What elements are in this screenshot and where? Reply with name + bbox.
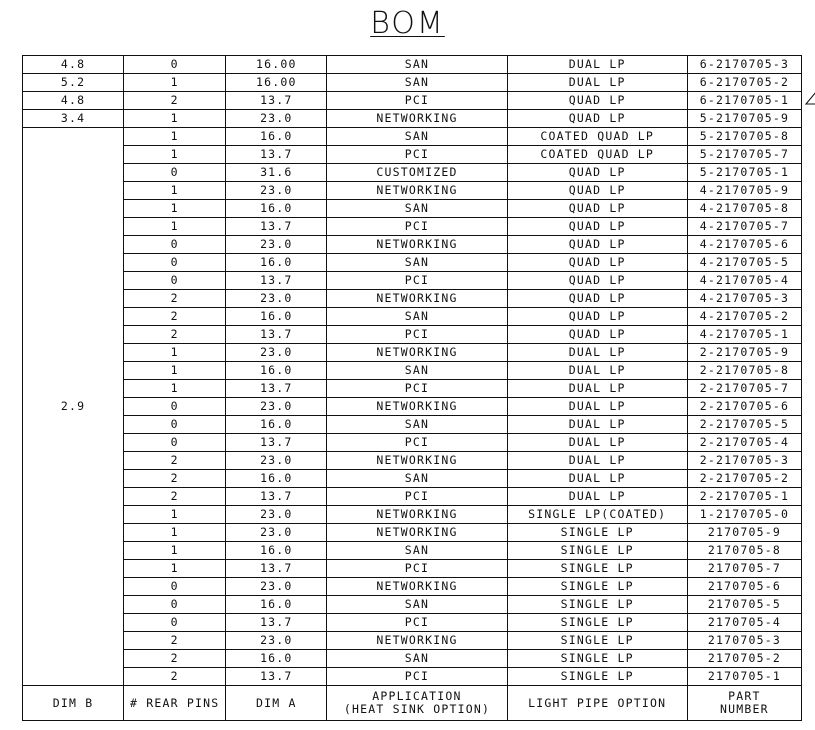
table-row <box>23 362 802 380</box>
table-row <box>23 218 802 236</box>
part-number-cell: 1-2170705-0 <box>687 506 801 524</box>
light-pipe-cell: QUAD LP <box>507 218 687 236</box>
part-number-cell: 2-2170705-8 <box>687 362 801 380</box>
light-pipe-cell: QUAD LP <box>507 182 687 200</box>
table-row <box>23 74 802 92</box>
light-pipe-cell: SINGLE LP <box>507 542 687 560</box>
part-number-cell: 4-2170705-7 <box>687 218 801 236</box>
light-pipe-cell: QUAD LP <box>507 254 687 272</box>
light-pipe-cell: SINGLE LP <box>507 560 687 578</box>
rear-pins-cell: 1 <box>124 506 226 524</box>
part-number-cell: 4-2170705-8 <box>687 200 801 218</box>
part-number-cell: 2-2170705-3 <box>687 452 801 470</box>
light-pipe-cell: DUAL LP <box>507 380 687 398</box>
light-pipe-cell: QUAD LP <box>507 200 687 218</box>
table-row <box>23 434 802 452</box>
table-row <box>23 398 802 416</box>
part-number-cell: 2-2170705-2 <box>687 470 801 488</box>
rear-pins-cell: 1 <box>124 218 226 236</box>
table-row <box>23 596 802 614</box>
rear-pins-cell: 2 <box>124 488 226 506</box>
application-cell: PCI <box>327 614 507 632</box>
table-row <box>23 614 802 632</box>
application-cell: NETWORKING <box>327 452 507 470</box>
table-row <box>23 92 802 110</box>
light-pipe-cell: SINGLE LP <box>507 596 687 614</box>
table-row <box>23 182 802 200</box>
part-number-cell: 4-2170705-6 <box>687 236 801 254</box>
part-number-cell: 6-2170705-2 <box>687 74 801 92</box>
part-number-cell: 6-2170705-1 <box>687 92 801 110</box>
table-row <box>23 326 802 344</box>
application-cell: SAN <box>327 254 507 272</box>
table-row <box>23 524 802 542</box>
rear-pins-cell: 2 <box>124 326 226 344</box>
dim-a-cell: 23.0 <box>226 236 327 254</box>
part-number-cell: 2-2170705-1 <box>687 488 801 506</box>
dim-a-cell: 16.0 <box>226 542 327 560</box>
application-cell: SAN <box>327 650 507 668</box>
part-number-cell: 2170705-3 <box>687 632 801 650</box>
rear-pins-cell: 2 <box>124 92 226 110</box>
part-number-cell: 5-2170705-9 <box>687 110 801 128</box>
dim-a-cell: 13.7 <box>226 560 327 578</box>
application-cell: PCI <box>327 560 507 578</box>
dim-a-cell: 23.0 <box>226 110 327 128</box>
application-cell: PCI <box>327 146 507 164</box>
dim-a-cell: 13.7 <box>226 668 327 686</box>
table-row <box>23 578 802 596</box>
light-pipe-cell: QUAD LP <box>507 308 687 326</box>
light-pipe-cell: COATED QUAD LP <box>507 146 687 164</box>
rear-pins-cell: 0 <box>124 614 226 632</box>
part-number-cell: 2170705-4 <box>687 614 801 632</box>
dim-b-group-cell: 2.9 <box>23 128 124 686</box>
rear-pins-cell: 2 <box>124 632 226 650</box>
header-row <box>23 686 802 721</box>
dim-a-cell: 23.0 <box>226 632 327 650</box>
application-cell: SAN <box>327 56 507 74</box>
light-pipe-cell: QUAD LP <box>507 110 687 128</box>
application-cell: PCI <box>327 272 507 290</box>
light-pipe-cell: DUAL LP <box>507 362 687 380</box>
dim-a-cell: 23.0 <box>226 506 327 524</box>
application-cell: SAN <box>327 470 507 488</box>
table-row <box>23 632 802 650</box>
header-part-number-line2: NUMBER <box>720 702 769 716</box>
table-row <box>23 470 802 488</box>
light-pipe-cell: DUAL LP <box>507 416 687 434</box>
light-pipe-cell: SINGLE LP <box>507 668 687 686</box>
part-number-cell: 2170705-8 <box>687 542 801 560</box>
dim-a-cell: 13.7 <box>226 614 327 632</box>
application-cell: PCI <box>327 434 507 452</box>
bom-title <box>0 6 815 41</box>
light-pipe-cell: QUAD LP <box>507 92 687 110</box>
header-application-line2: (HEAT SINK OPTION) <box>343 702 491 716</box>
rear-pins-cell: 1 <box>124 362 226 380</box>
table-row <box>23 128 802 146</box>
application-cell: NETWORKING <box>327 578 507 596</box>
dim-a-cell: 16.0 <box>226 470 327 488</box>
rear-pins-cell: 2 <box>124 650 226 668</box>
table-row <box>23 236 802 254</box>
table-row <box>23 650 802 668</box>
dim-b-cell: 4.8 <box>23 56 124 74</box>
dim-a-cell: 16.00 <box>226 74 327 92</box>
rear-pins-cell: 0 <box>124 398 226 416</box>
rear-pins-cell: 0 <box>124 434 226 452</box>
part-number-cell: 2170705-6 <box>687 578 801 596</box>
dim-b-cell: 3.4 <box>23 110 124 128</box>
part-number-cell: 4-2170705-1 <box>687 326 801 344</box>
part-number-cell: 4-2170705-4 <box>687 272 801 290</box>
table-row <box>23 668 802 686</box>
dim-a-cell: 13.7 <box>226 434 327 452</box>
dim-a-cell: 13.7 <box>226 326 327 344</box>
dim-a-cell: 13.7 <box>226 218 327 236</box>
application-cell: NETWORKING <box>327 524 507 542</box>
application-cell: SAN <box>327 416 507 434</box>
light-pipe-cell: QUAD LP <box>507 272 687 290</box>
rear-pins-cell: 1 <box>124 524 226 542</box>
dim-a-cell: 13.7 <box>226 146 327 164</box>
header-part-number-line1: PART <box>728 689 761 703</box>
rear-pins-cell: 1 <box>124 74 226 92</box>
application-cell: SAN <box>327 74 507 92</box>
light-pipe-cell: SINGLE LP <box>507 650 687 668</box>
rear-pins-cell: 0 <box>124 254 226 272</box>
rear-pins-cell: 0 <box>124 236 226 254</box>
rear-pins-cell: 1 <box>124 380 226 398</box>
part-number-cell: 5-2170705-7 <box>687 146 801 164</box>
table-row <box>23 452 802 470</box>
rear-pins-cell: 2 <box>124 308 226 326</box>
application-cell: SAN <box>327 308 507 326</box>
table-row <box>23 506 802 524</box>
table-row <box>23 380 802 398</box>
part-number-cell: 2170705-7 <box>687 560 801 578</box>
application-cell: SAN <box>327 128 507 146</box>
part-number-cell: 4-2170705-9 <box>687 182 801 200</box>
part-number-cell: 2-2170705-6 <box>687 398 801 416</box>
header-application-line1: APPLICATION <box>372 689 462 703</box>
application-cell: SAN <box>327 596 507 614</box>
dim-a-cell: 16.0 <box>226 308 327 326</box>
part-number-cell: 2-2170705-4 <box>687 434 801 452</box>
light-pipe-cell: DUAL LP <box>507 452 687 470</box>
light-pipe-cell: DUAL LP <box>507 74 687 92</box>
application-cell: PCI <box>327 92 507 110</box>
application-cell: NETWORKING <box>327 398 507 416</box>
application-cell: NETWORKING <box>327 182 507 200</box>
rear-pins-cell: 0 <box>124 164 226 182</box>
light-pipe-cell: SINGLE LP <box>507 632 687 650</box>
light-pipe-cell: DUAL LP <box>507 488 687 506</box>
rear-pins-cell: 2 <box>124 470 226 488</box>
dim-a-cell: 13.7 <box>226 488 327 506</box>
application-cell: NETWORKING <box>327 506 507 524</box>
application-cell: PCI <box>327 326 507 344</box>
rear-pins-cell: 1 <box>124 344 226 362</box>
part-number-cell: 2170705-9 <box>687 524 801 542</box>
bom-table-body <box>23 56 802 686</box>
dim-a-cell: 31.6 <box>226 164 327 182</box>
part-number-cell: 2170705-5 <box>687 596 801 614</box>
part-number-cell: 4-2170705-2 <box>687 308 801 326</box>
rear-pins-cell: 1 <box>124 110 226 128</box>
table-row <box>23 146 802 164</box>
application-cell: PCI <box>327 380 507 398</box>
dim-a-cell: 16.0 <box>226 416 327 434</box>
rear-pins-cell: 1 <box>124 146 226 164</box>
dim-a-cell: 23.0 <box>226 452 327 470</box>
light-pipe-cell: COATED QUAD LP <box>507 128 687 146</box>
rear-pins-cell: 0 <box>124 272 226 290</box>
rear-pins-cell: 1 <box>124 200 226 218</box>
dim-a-cell: 16.0 <box>226 650 327 668</box>
table-row <box>23 308 802 326</box>
table-row <box>23 254 802 272</box>
table-row <box>23 200 802 218</box>
application-cell: PCI <box>327 668 507 686</box>
light-pipe-cell: DUAL LP <box>507 56 687 74</box>
header-application <box>327 686 507 721</box>
part-number-cell: 5-2170705-1 <box>687 164 801 182</box>
rear-pins-cell: 1 <box>124 128 226 146</box>
light-pipe-cell: QUAD LP <box>507 164 687 182</box>
dim-a-cell: 23.0 <box>226 290 327 308</box>
part-number-cell: 2-2170705-5 <box>687 416 801 434</box>
dim-a-cell: 23.0 <box>226 524 327 542</box>
dim-b-cell: 4.8 <box>23 92 124 110</box>
table-row <box>23 560 802 578</box>
dim-a-cell: 13.7 <box>226 380 327 398</box>
part-number-cell: 2-2170705-9 <box>687 344 801 362</box>
rear-pins-cell: 0 <box>124 596 226 614</box>
rear-pins-cell: 2 <box>124 668 226 686</box>
bom-title-text: BOM <box>370 6 445 41</box>
application-cell: NETWORKING <box>327 236 507 254</box>
part-number-cell: 2170705-2 <box>687 650 801 668</box>
dim-b-cell: 5.2 <box>23 74 124 92</box>
application-cell: CUSTOMIZED <box>327 164 507 182</box>
table-row <box>23 164 802 182</box>
table-row <box>23 290 802 308</box>
light-pipe-cell: SINGLE LP(COATED) <box>507 506 687 524</box>
dim-a-cell: 13.7 <box>226 92 327 110</box>
table-row <box>23 56 802 74</box>
application-cell: SAN <box>327 542 507 560</box>
dim-a-cell: 23.0 <box>226 578 327 596</box>
dim-a-cell: 23.0 <box>226 344 327 362</box>
light-pipe-cell: DUAL LP <box>507 434 687 452</box>
application-cell: SAN <box>327 200 507 218</box>
light-pipe-cell: QUAD LP <box>507 326 687 344</box>
dim-a-cell: 16.0 <box>226 596 327 614</box>
rear-pins-cell: 1 <box>124 542 226 560</box>
header-dim-b: DIM B <box>23 686 124 721</box>
application-cell: NETWORKING <box>327 344 507 362</box>
application-cell: NETWORKING <box>327 290 507 308</box>
part-number-cell: 4-2170705-3 <box>687 290 801 308</box>
header-part-number <box>687 686 801 721</box>
rear-pins-cell: 0 <box>124 578 226 596</box>
dim-a-cell: 23.0 <box>226 398 327 416</box>
application-cell: SAN <box>327 362 507 380</box>
light-pipe-cell: DUAL LP <box>507 344 687 362</box>
dim-a-cell: 16.0 <box>226 200 327 218</box>
dim-a-cell: 16.00 <box>226 56 327 74</box>
part-number-cell: 2170705-1 <box>687 668 801 686</box>
dim-a-cell: 16.0 <box>226 128 327 146</box>
light-pipe-cell: DUAL LP <box>507 398 687 416</box>
part-number-cell: 5-2170705-8 <box>687 128 801 146</box>
header-rear-pins: # REAR PINS <box>124 686 226 721</box>
rear-pins-cell: 1 <box>124 560 226 578</box>
table-row <box>23 416 802 434</box>
light-pipe-cell: QUAD LP <box>507 290 687 308</box>
table-row <box>23 272 802 290</box>
rear-pins-cell: 2 <box>124 452 226 470</box>
application-cell: PCI <box>327 218 507 236</box>
header-dim-a: DIM A <box>226 686 327 721</box>
light-pipe-cell: SINGLE LP <box>507 524 687 542</box>
application-cell: PCI <box>327 488 507 506</box>
light-pipe-cell: SINGLE LP <box>507 578 687 596</box>
application-cell: NETWORKING <box>327 632 507 650</box>
revision-triangle-icon <box>805 91 815 105</box>
rear-pins-cell: 0 <box>124 416 226 434</box>
application-cell: NETWORKING <box>327 110 507 128</box>
rear-pins-cell: 0 <box>124 56 226 74</box>
part-number-cell: 6-2170705-3 <box>687 56 801 74</box>
dim-a-cell: 16.0 <box>226 362 327 380</box>
part-number-cell: 4-2170705-5 <box>687 254 801 272</box>
light-pipe-cell: QUAD LP <box>507 236 687 254</box>
rear-pins-cell: 2 <box>124 290 226 308</box>
light-pipe-cell: SINGLE LP <box>507 614 687 632</box>
table-row <box>23 542 802 560</box>
table-row <box>23 344 802 362</box>
header-light-pipe: LIGHT PIPE OPTION <box>507 686 687 721</box>
part-number-cell: 2-2170705-7 <box>687 380 801 398</box>
rear-pins-cell: 1 <box>124 182 226 200</box>
dim-a-cell: 23.0 <box>226 182 327 200</box>
dim-a-cell: 16.0 <box>226 254 327 272</box>
bom-table <box>22 55 802 721</box>
dim-a-cell: 13.7 <box>226 272 327 290</box>
table-row <box>23 488 802 506</box>
table-row <box>23 110 802 128</box>
light-pipe-cell: DUAL LP <box>507 470 687 488</box>
